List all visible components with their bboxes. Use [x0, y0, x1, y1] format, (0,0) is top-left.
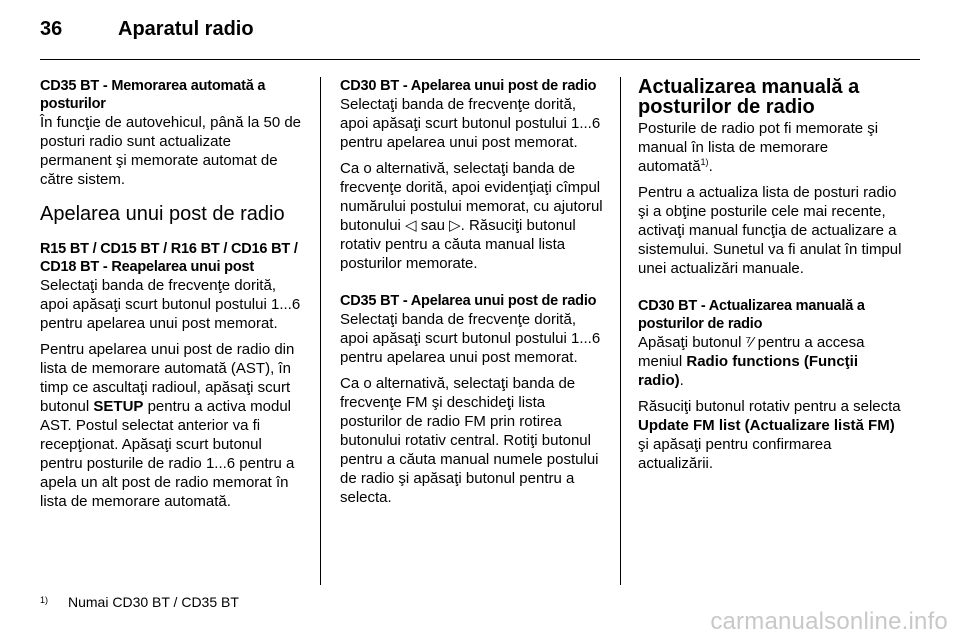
paragraph: Selectaţi banda de frecvenţe dorită, apoi apăsaţi scurt butonul postului 1...6 pentru apelarea unui post memorat.	[340, 96, 601, 151]
column-divider	[620, 77, 621, 585]
paragraph: Ca o alternativă, selectaţi banda de frecvenţe FM şi deschideţi lista posturilor de radio FM prin rotirea butonului rotativ central. Rotiţi butonul pentru a căuta manual numele postului de radio şi apăsaţi butonul pentru a selecta.	[340, 375, 599, 506]
column-right	[638, 77, 904, 480]
header-rule	[40, 59, 920, 60]
paragraph: Selectaţi banda de frecvenţe dorită, apoi apăsaţi scurt butonul postului 1...6 pentru apelarea unui post memorat.	[40, 277, 301, 332]
subheading-cd35-recall: CD35 BT - Apelarea unui post de radio	[340, 293, 597, 309]
radio-settings-icon: ⁷⁄	[745, 334, 754, 351]
text: Apăsaţi butonul	[638, 334, 746, 351]
page-title: Aparatul radio	[118, 18, 254, 40]
subheading-cd30-update: CD30 BT - Actualizarea manuală a posturilor de radio	[638, 298, 865, 332]
text: Posturile de radio pot fi memorate şi manual în lista de memorare automată	[638, 120, 879, 175]
paragraph: Ca o alternativă, selectaţi banda de frecvenţe dorită, apoi evidenţiaţi cîmpul numărului postului memorat, cu ajutorul butonului ◁ sau ▷. Răsuciţi butonul rotativ pentru a căuta manual lista posturilor memorate.	[340, 160, 603, 272]
text: pentru a activa modul AST. Postul selectat anterior va fi recepţionat. Apăsaţi scurt butonul pentru posturile de radio 1...6 pentru a apela un alt post de radio memorat în lista de memorare automată.	[40, 398, 295, 510]
paragraph	[638, 119, 904, 176]
subheading-cd35-auto: CD35 BT - Memorarea automată a posturilor	[40, 78, 266, 112]
section-heading: Actualizarea manuală a posturilor de radio	[638, 76, 860, 118]
text: Pentru apelarea unui post de radio din lista de memorare automată (AST), în timp ce ascultaţi radioul, apăsaţi scurt butonul	[40, 341, 295, 415]
menu-term: Update FM list (Actualizare listă FM)	[638, 417, 895, 434]
page-header	[40, 18, 254, 48]
footnote-mark: 1)	[40, 595, 49, 605]
setup-term: SETUP	[93, 398, 144, 415]
footnote	[40, 594, 239, 610]
text: .	[708, 158, 713, 175]
paragraph	[638, 397, 904, 473]
footnote-text: Numai CD30 BT / CD35 BT	[68, 594, 239, 610]
paragraph	[638, 333, 904, 390]
column-left	[40, 77, 302, 518]
watermark: carmanualsonline.info	[710, 608, 948, 635]
paragraph: Selectaţi banda de frecvenţe dorită, apoi apăsaţi scurt butonul postului 1...6 pentru apelarea unui post memorat.	[340, 311, 601, 366]
column-middle	[340, 77, 604, 514]
paragraph-ast	[40, 340, 302, 511]
page-number: 36	[40, 18, 63, 40]
footnote-ref: 1)	[700, 157, 709, 167]
menu-term: Radio functions (Funcţii radio)	[638, 353, 859, 389]
paragraph: În funcţie de autovehicul, până la 50 de posturi radio sunt actualizate permanent şi memorate automat de către sistem.	[40, 114, 302, 188]
text: Răsuciţi butonul rotativ pentru a selecta	[638, 398, 901, 415]
section-heading: Apelarea unui post de radio	[40, 203, 285, 225]
text: pentru a accesa meniul	[638, 334, 865, 370]
text: .	[679, 372, 684, 389]
subheading-cd30-recall: CD30 BT - Apelarea unui post de radio	[340, 78, 597, 94]
paragraph: Pentru a actualiza lista de posturi radio şi a obţine posturile cele mai recente, activaţi manual funcţia de actualizare a sistemului. Sunetul va fi anulat în timpul unei actualizări manuale.	[638, 184, 902, 277]
column-divider	[320, 77, 321, 585]
text: şi apăsaţi pentru confirmarea actualizării.	[638, 436, 832, 472]
subheading-recall: R15 BT / CD15 BT / R16 BT / CD16 BT / CD18 BT - Reapelarea unui post	[40, 241, 298, 275]
